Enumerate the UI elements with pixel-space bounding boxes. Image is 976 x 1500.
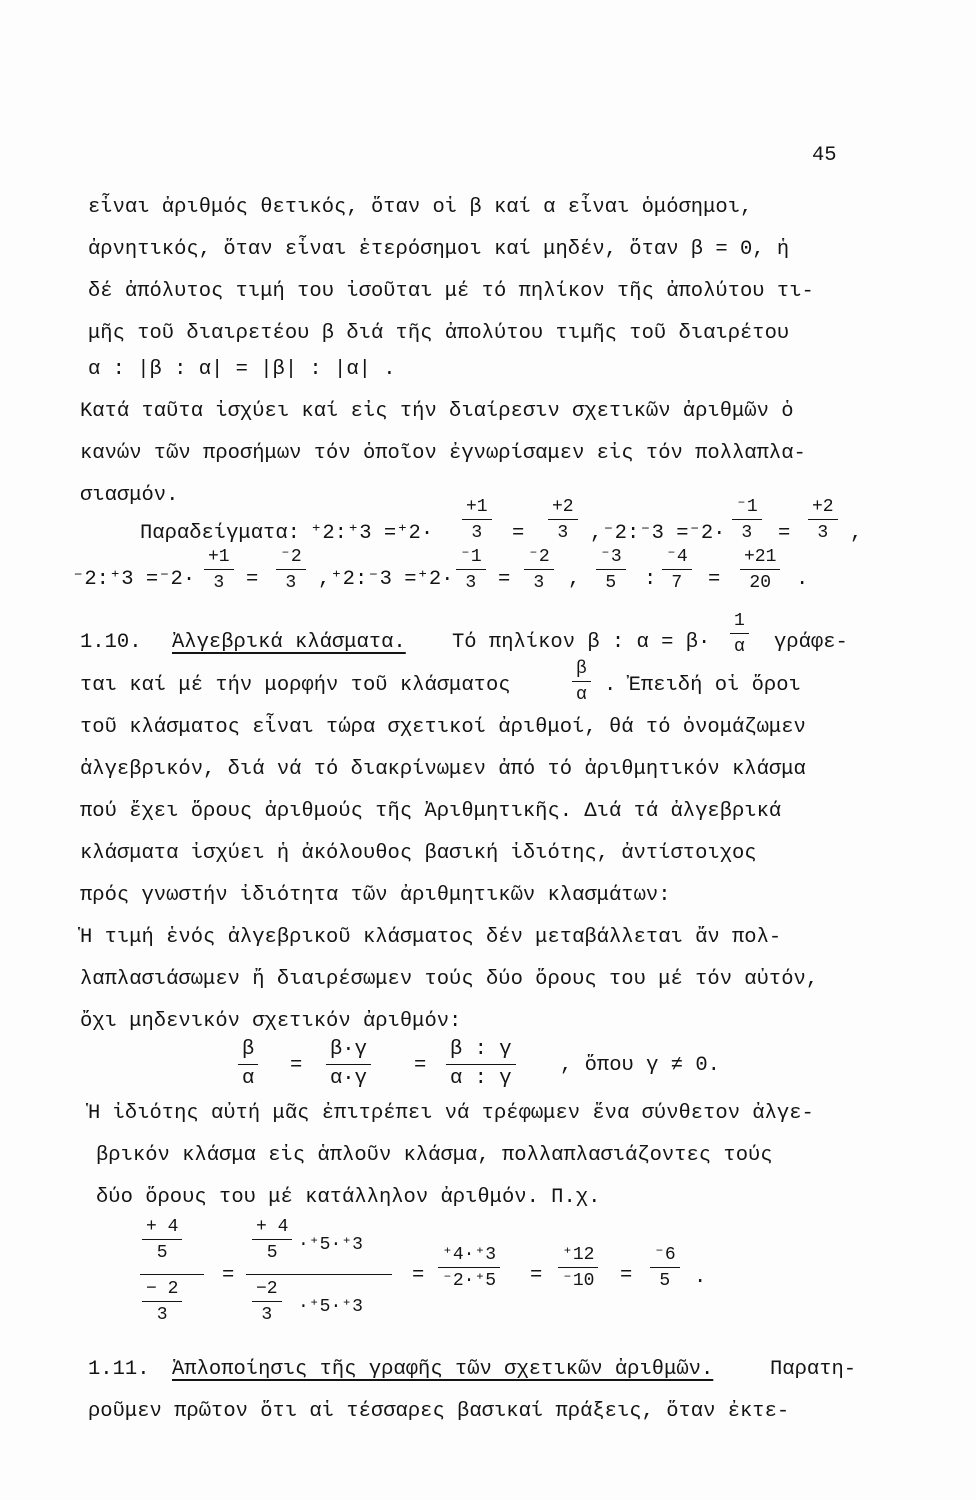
denominator: 3	[156, 1305, 168, 1325]
numerator: +1	[204, 548, 234, 570]
fraction	[142, 1280, 182, 1324]
punctuation: .	[796, 568, 809, 591]
fraction	[276, 548, 306, 592]
numerator: β·γ	[326, 1040, 371, 1065]
numerator: ⁻3	[596, 548, 626, 570]
numerator: +21	[740, 548, 780, 570]
numerator: β	[238, 1040, 258, 1065]
text-line: . Ἐπειδή οἱ ὅροι	[604, 674, 801, 697]
fraction	[662, 548, 692, 592]
fraction	[252, 1218, 292, 1262]
denominator: 5	[156, 1243, 168, 1263]
numerator: ⁻2	[524, 548, 554, 570]
fraction	[456, 548, 486, 592]
complex-fraction	[246, 1218, 396, 1336]
numerator: ⁺12	[558, 1246, 598, 1268]
denominator: 3	[261, 1305, 273, 1325]
text-line: πρός γνωστήν ἰδιότητα τῶν ἀριθμητικῶν κλασμάτων:	[80, 884, 671, 907]
numerator: ⁻2	[276, 548, 306, 570]
numerator: β : γ	[446, 1040, 516, 1065]
text-line: Ἡ τιμή ἑνός ἀλγεβρικοῦ κλάσματος δέν μεταβάλλεται ἄν πολ-	[80, 926, 782, 949]
denominator: α	[242, 1066, 255, 1090]
numerator: ⁺4·⁺3	[438, 1246, 500, 1268]
fraction	[596, 548, 626, 592]
inline-fraction	[572, 660, 591, 704]
equals-sign: =	[412, 1264, 425, 1287]
fraction	[650, 1246, 680, 1290]
denominator: ⁻2·⁺5	[442, 1271, 497, 1291]
expr-text: ,⁺2:⁻3 =⁺2·	[318, 568, 454, 591]
fraction	[558, 1246, 598, 1290]
punctuation: .	[694, 1266, 707, 1289]
fraction	[326, 1040, 371, 1089]
denominator: 5	[659, 1271, 671, 1291]
denominator: 3	[557, 523, 569, 543]
denominator: 3	[285, 573, 297, 593]
section-title: Ἁπλοποίησις τῆς γραφῆς τῶν σχετικῶν ἀριθμῶν.	[172, 1358, 714, 1381]
denominator: 5	[605, 573, 617, 593]
text-line: εἶναι ἀριθμός θετικός, ὅταν οἱ β καί α εἶναι ὁμόσημοι,	[88, 196, 753, 219]
text-line: μῆς τοῦ διαιρετέου β διά τῆς ἀπολύτου τιμῆς τοῦ διαιρέτου	[88, 322, 790, 345]
equals-sign: =	[414, 1054, 427, 1077]
expr-text: ⁻2:⁺3 =⁻2·	[72, 568, 196, 591]
text-line: ἀλγεβρικόν, διά νά τό διακρίνωμεν ἀπό τό ἀριθμητικόν κλάσμα	[80, 758, 806, 781]
text-line: ὄχι μηδενικόν σχετικόν ἀριθμόν:	[80, 1010, 462, 1033]
numerator: + 4	[142, 1218, 182, 1240]
text-line: σιασμόν.	[80, 484, 179, 507]
fraction	[446, 1040, 516, 1089]
denominator: α·γ	[330, 1066, 367, 1090]
numerator: ⁻4	[662, 548, 692, 570]
text-line: πού ἔχει ὅρους ἀριθμούς τῆς Ἀριθμητικῆς. Διά τά ἀλγεβρικά	[80, 800, 782, 823]
text-line: λαπλασιάσωμεν ἤ διαιρέσωμεν τούς δύο ὅρους του μέ τόν αὐτόν,	[80, 968, 819, 991]
condition-text: , ὅπου γ ≠ 0.	[560, 1054, 720, 1077]
denominator: 3	[465, 573, 477, 593]
numerator: +1	[462, 498, 492, 520]
equals-sign: =	[778, 522, 791, 545]
text-line: Κατά ταῦτα ἰσχύει καί εἰς τήν διαίρεσιν σχετικῶν ἀριθμῶν ὁ	[80, 400, 794, 423]
equals-sign: =	[498, 568, 511, 591]
fraction	[142, 1218, 182, 1262]
section-text: Παρατη-	[770, 1358, 857, 1381]
punctuation: ,	[850, 522, 863, 545]
text-line: Ἡ ἰδιότης αὐτή μᾶς ἐπιτρέπει νά τρέφωμεν ἕνα σύνθετον ἀλγε-	[88, 1102, 814, 1125]
text-line: κανών τῶν προσήμων τόν ὁποῖον ἐγνωρίσαμεν εἰς τόν πολλαπλα-	[80, 442, 806, 465]
expr-text: ⁺2:⁺3 =⁺2·	[310, 522, 434, 545]
equals-sign: =	[290, 1054, 303, 1077]
denominator: α	[734, 637, 745, 657]
numerator: −2	[252, 1280, 282, 1302]
fraction	[548, 498, 578, 542]
equals-sign: =	[512, 522, 525, 545]
denominator: α : γ	[450, 1066, 512, 1090]
text-line: ροῦμεν πρῶτον ὅτι αἱ τέσσαρες βασικαί πράξεις, ὅταν ἐκτε-	[88, 1400, 790, 1423]
examples-label: Παραδείγματα:	[140, 522, 300, 545]
numerator: +2	[808, 498, 838, 520]
fraction	[730, 612, 749, 656]
text-line: δύο ὅρους του μέ κατάλληλον ἀριθμόν. Π.χ.	[96, 1186, 601, 1209]
denominator: 3	[471, 523, 483, 543]
equals-sign: =	[620, 1264, 633, 1287]
fraction	[732, 498, 762, 542]
fraction	[204, 548, 234, 592]
text-line: κλάσματα ἰσχύει ἡ ἀκόλουθος βασική ἰδιότης, ἀντίστοιχος	[80, 842, 757, 865]
numerator: + 4	[252, 1218, 292, 1240]
main-fraction-bar	[246, 1274, 392, 1275]
denominator: 3	[213, 573, 225, 593]
denominator: ⁻10	[562, 1271, 595, 1291]
equals-sign: =	[530, 1264, 543, 1287]
page-number: 45	[812, 144, 837, 167]
fraction	[462, 498, 492, 542]
numerator: ⁻1	[456, 548, 486, 570]
text-line: ται καί μέ τήν μορφήν τοῦ κλάσματος	[80, 674, 511, 697]
numerator: β	[572, 660, 591, 682]
equals-sign: =	[246, 568, 259, 591]
fraction	[524, 548, 554, 592]
text-line: βρικόν κλάσμα εἰς ἁπλοῦν κλάσμα, πολλαπλασιάζοντες τούς	[96, 1144, 773, 1167]
denominator: 3	[741, 523, 753, 543]
main-fraction-bar	[140, 1274, 204, 1275]
section-text: γράφε-	[774, 631, 848, 654]
equals-sign: =	[708, 568, 721, 591]
denominator: 7	[671, 573, 683, 593]
numerator: ⁻6	[650, 1246, 680, 1268]
text-line: ἀρνητικός, ὅταν εἶναι ἑτερόσημοι καί μηδέν, ὅταν β = 0, ἡ	[88, 238, 790, 261]
numerator: +2	[548, 498, 578, 520]
multiplier-text: ·⁺5·⁺3	[298, 1235, 363, 1255]
multiplier-text: ·⁺5·⁺3	[298, 1297, 363, 1317]
text-line: δέ ἀπόλυτος τιμή του ἰσοῦται μέ τό πηλίκον τῆς ἀπολύτου τι-	[88, 280, 814, 303]
fraction	[740, 548, 780, 592]
numerator: 1	[730, 612, 749, 634]
text-line: α : |β : α| = |β| : |α| .	[88, 358, 396, 381]
denominator: α	[576, 685, 587, 705]
denominator: 20	[749, 573, 771, 593]
equals-sign: =	[222, 1264, 235, 1287]
section-number: 1.11.	[88, 1358, 150, 1381]
expr-text: ,⁻2:⁻3 =⁻2·	[590, 522, 726, 545]
text-line: τοῦ κλάσματος εἶναι τώρα σχετικοί ἀριθμοί, θά τό ὀνομάζωμεν	[80, 716, 806, 739]
section-number: 1.10.	[80, 631, 142, 654]
denominator: 3	[817, 523, 829, 543]
fraction	[238, 1040, 258, 1089]
denominator: 3	[533, 573, 545, 593]
complex-fraction	[140, 1218, 204, 1336]
numerator: ⁻1	[732, 498, 762, 520]
fraction	[252, 1280, 282, 1324]
numerator: − 2	[142, 1280, 182, 1302]
denominator: 5	[266, 1243, 278, 1263]
section-text: Τό πηλίκον β : α = β·	[452, 631, 711, 654]
fraction	[808, 498, 838, 542]
punctuation: ,	[568, 568, 581, 591]
fraction	[438, 1246, 500, 1290]
colon-sign: :	[644, 568, 657, 591]
section-title: Ἀλγεβρικά κλάσματα.	[172, 631, 406, 654]
